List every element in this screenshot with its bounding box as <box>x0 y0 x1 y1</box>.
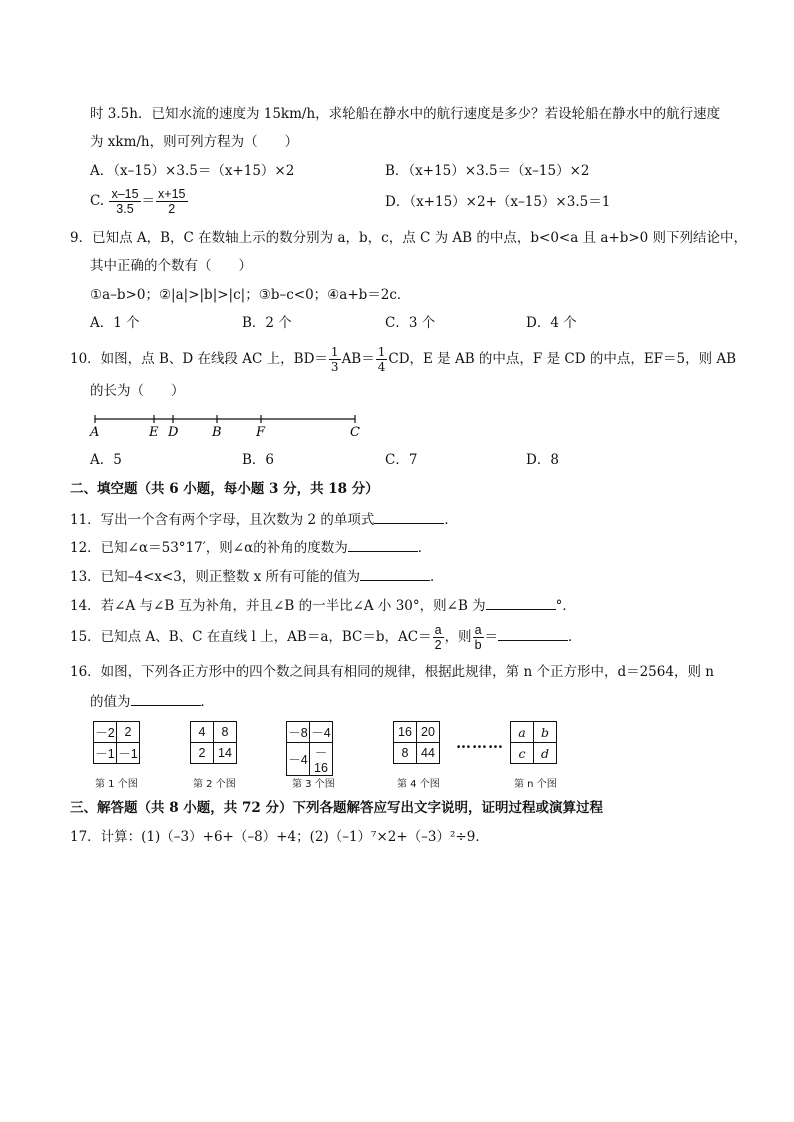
section-answer-title: 三、解答题（共 8 小题，共 72 分）下列各题解答应写出文字说明，证明过程或演算过程 <box>70 800 603 816</box>
q8-option-a: A．（x–15）×3.5＝（x+15）×2 <box>90 163 295 179</box>
q10-line2: 的长为（ ） <box>90 383 185 399</box>
square-cell: b <box>534 722 557 743</box>
square-cell: 4 <box>191 722 214 743</box>
point-label-a: A <box>90 425 100 440</box>
square-cell: a <box>511 722 534 743</box>
square-cell: 20 <box>417 722 440 743</box>
q16-answer-blank[interactable] <box>131 691 201 706</box>
q11-answer-blank[interactable] <box>374 509 444 524</box>
square-cell: －1 <box>94 743 117 764</box>
point-label-e: E <box>149 425 159 440</box>
q8-c-fraction-right: $\frac{x+15}{2}$ <box>158 187 186 216</box>
q15-answer-blank[interactable] <box>498 626 568 641</box>
q10-fraction-1-4: $\frac{1}{4}$ <box>377 345 386 374</box>
q10-fraction-1-3: $\frac{1}{3}$ <box>330 345 339 374</box>
q14: 14．若∠A 与∠B 互为补角，并且∠B 的一半比∠A 小 30°，则∠B 为 °． <box>70 595 576 615</box>
square-caption-4: 第 4 个图 <box>397 779 440 790</box>
ellipsis-dots: ……… <box>456 734 504 752</box>
square-cell: 8 <box>394 743 417 764</box>
q16-line1: 16．如图，下列各正方形中的四个数之间具有相同的规律，根据此规律，第 n 个正方形中，d＝2564，则 n <box>70 664 714 680</box>
q15: 15．已知点 A、B、C 在直线 l 上，AB＝a，BC＝b，AC＝ $\frac{a}{2}$ ，则 $\frac{a}{b}$ ＝ ． <box>70 623 582 652</box>
q11: 11．写出一个含有两个字母，且次数为 2 的单项式 ． <box>70 509 458 529</box>
q9-option-c: C．3 个 <box>385 315 436 331</box>
point-label-f: F <box>256 425 266 440</box>
q16-line2: 的值为 ． <box>90 691 214 711</box>
square-cell: 44 <box>417 743 440 764</box>
q10-option-b: B．6 <box>242 452 275 468</box>
square-figure-1 <box>93 721 140 764</box>
q8-option-b: B．（x+15）×3.5＝（x–15）×2 <box>385 163 590 179</box>
q8-option-c: C. $\frac{x-15}{3.5}$ ＝ $\frac{x+15}{2}$ <box>90 187 186 216</box>
square-cell: －4 <box>310 722 333 743</box>
q10-segment-diagram <box>85 410 370 440</box>
square-cell: －1 <box>117 743 140 764</box>
square-cell: d <box>534 743 557 764</box>
square-figure-3 <box>286 721 333 776</box>
square-cell: 14 <box>214 743 237 764</box>
q8-option-c-label: C. <box>90 193 105 209</box>
square-cell: 2 <box>117 722 140 743</box>
square-caption-1: 第 1 个图 <box>95 779 138 790</box>
point-label-d: D <box>168 425 179 440</box>
square-caption-2: 第 2 个图 <box>193 779 236 790</box>
q9-line3: ①a–b>0；②|a|>|b|>|c|；③b–c<0；④a+b＝2c． <box>90 287 411 303</box>
q8-option-d: D．（x+15）×2+（x–15）×3.5＝1 <box>385 194 611 210</box>
square-caption-n: 第 n 个图 <box>514 779 557 790</box>
section-fill-in-title: 二、填空题（共 6 小题，每小题 3 分，共 18 分） <box>70 481 379 497</box>
point-label-b: B <box>212 425 222 440</box>
square-cell: 2 <box>191 743 214 764</box>
q8-line1: 时 3.5h．已知水流的速度为 15km/h，求轮船在静水中的航行速度是多少？若设轮船在静水中的航行速度 <box>90 106 721 122</box>
q13: 13．已知–4<x<3，则正整数 x 所有可能的值为 ． <box>70 566 444 586</box>
square-figure-2 <box>190 721 237 764</box>
q8-c-fraction-left: $\frac{x-15}{3.5}$ <box>111 187 139 216</box>
square-cell: c <box>511 743 534 764</box>
q15-fraction-a-b: $\frac{a}{b}$ <box>474 623 482 652</box>
q10-line1: 10．如图，点 B、D 在线段 AC 上，BD＝ $\frac{1}{3}$ AB＝ $\frac{1}{4}$ CD，E 是 AB 的中点，F 是 CD 的中点，EF＝5，则 AB <box>70 345 737 374</box>
q9-line1: 9．已知点 A，B，C 在数轴上示的数分别为 a，b，c，点 C 为 AB 的中点，b<0<a 且 a+b>0 则下列结论中， <box>70 230 748 246</box>
q9-line2: 其中正确的个数有（ ） <box>90 258 252 274</box>
square-cell: 8 <box>214 722 237 743</box>
q17: 17．计算：(1)（–3）+6+（–8）+4；(2)（–1）⁷×2+（–3）²÷9． <box>70 829 489 845</box>
square-cell: 16 <box>394 722 417 743</box>
q15-fraction-a-2: $\frac{a}{2}$ <box>434 623 442 652</box>
point-label-c: C <box>350 425 360 440</box>
q12: 12．已知∠α＝53°17′，则∠α的补角的度数为 ． <box>70 537 431 557</box>
square-cell: －4 <box>287 743 310 776</box>
q12-answer-blank[interactable] <box>348 537 418 552</box>
square-cell: －16 <box>310 743 333 776</box>
q14-answer-blank[interactable] <box>486 595 556 610</box>
q8-line2: 为 xkm/h，则可列方程为（ ） <box>90 134 299 150</box>
square-cell: －2 <box>94 722 117 743</box>
q13-answer-blank[interactable] <box>360 566 430 581</box>
q10-option-d: D．8 <box>526 452 559 468</box>
square-figure-n <box>510 721 557 764</box>
q9-option-a: A．1 个 <box>90 315 140 331</box>
q10-option-a: A．5 <box>90 452 122 468</box>
q9-option-d: D．4 个 <box>526 315 577 331</box>
square-cell: －8 <box>287 722 310 743</box>
q9-option-b: B．2 个 <box>242 315 292 331</box>
square-figure-4 <box>393 721 440 764</box>
square-caption-3: 第 3 个图 <box>292 779 335 790</box>
q10-option-c: C．7 <box>385 452 418 468</box>
